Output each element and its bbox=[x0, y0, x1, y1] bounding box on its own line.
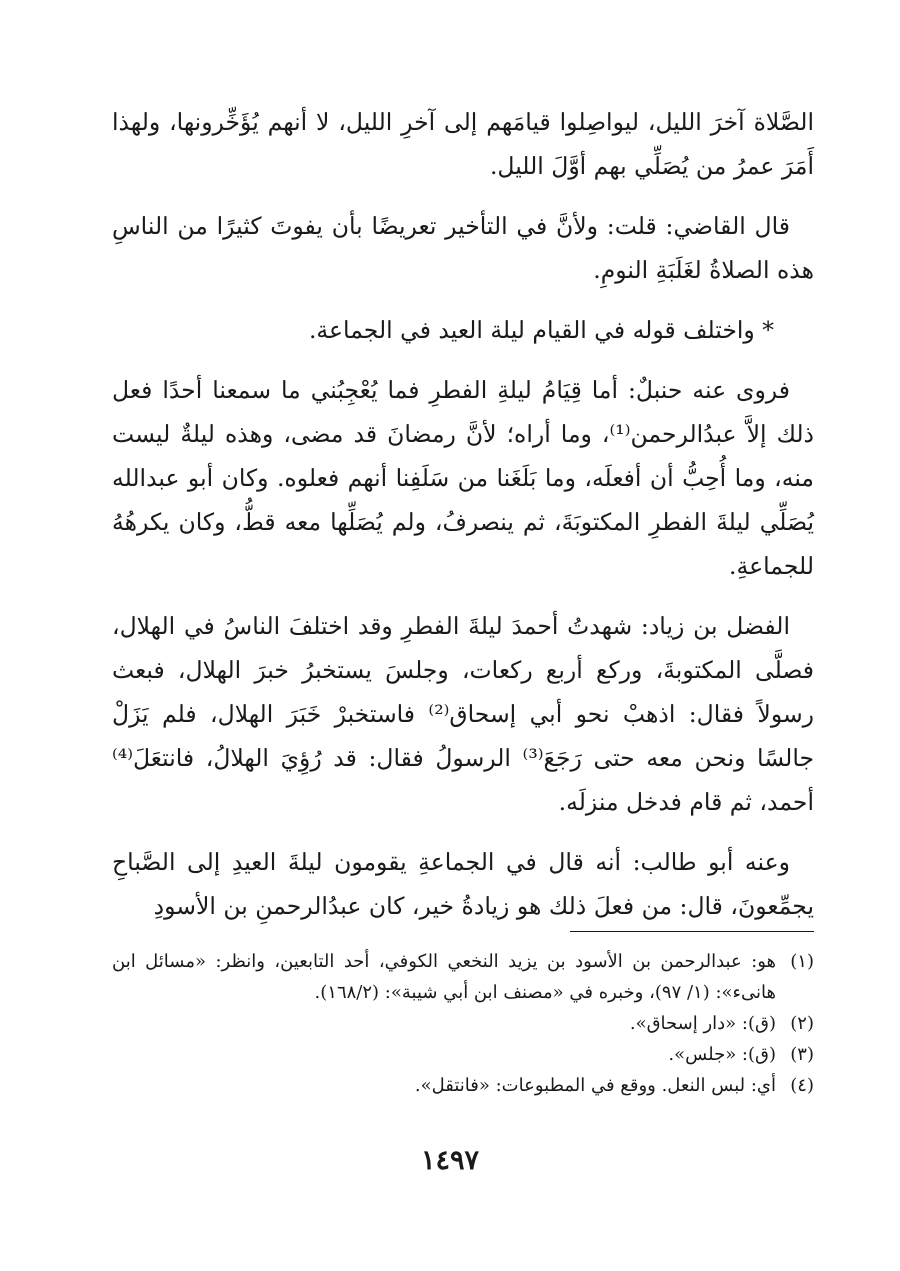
section-heading: * واختلف قوله في القيام ليلة العيد في الجماعة. bbox=[308, 316, 774, 344]
paragraph-4: الفضل بن زياد: شهدتُ أحمدَ ليلةَ الفطرِ وقد اختلفَ الناسُ في الهلال، فصلَّى المكتوبةَ، وركع أربع ركعات، وجلسَ يستخبرُ خبرَ الهلال، فبعث رسولاً فقال: اذهبْ نحو أبي إسحاق⁽²⁾ فاستخبرْ خَبَرَ الهلال، فلم يَزَلْ جالسًا ونحن معه حتى رَجَعَ⁽³⁾ الرسولُ فقال: قد رُؤِيَ الهلالُ، فانتعَلَ⁽⁴⁾ أحمد، ثم قام فدخل منزلَه. bbox=[112, 612, 815, 816]
paragraph-3: فروى عنه حنبلٌ: أما قِيَامُ ليلةِ الفطرِ فما يُعْجِبُني ما سمعنا أحدًا فعل ذلك إلاَّ عبدُالرحمن⁽¹⁾، وما أراه؛ لأنَّ رمضانَ قد مضى، وهذه ليلةٌ ليست منه، وما أُحِبُّ أن أفعلَه، وما بَلَغَنا من سَلَفِنا أنهم فعلوه. وكان أبو عبدالله يُصَلِّي ليلةَ الفطرِ المكتوبَةَ، ثم ينصرفُ، ولم يُصَلِّها معه قطُّ، وكان يكرهُهُ للجماعةِ. bbox=[112, 376, 814, 580]
page-number: ١٤٩٧ bbox=[420, 1145, 479, 1176]
footnote-item bbox=[112, 1008, 814, 1039]
footnote-number: (١) bbox=[790, 951, 814, 972]
footnote-text: أي: لبس النعل. ووقع في المطبوعات: «فانتقل». bbox=[414, 1075, 776, 1096]
footnote-item bbox=[112, 1039, 814, 1070]
paragraph-5: وعنه أبو طالب: أنه قال في الجماعةِ يقومون ليلةَ العيدِ إلى الصَّباحِ يجمِّعونَ، قال: من فعلَ ذلك هو زيادةُ خير، كان عبدُالرحمنِ بن الأسودِ bbox=[112, 848, 814, 920]
footnote-item bbox=[112, 1070, 814, 1101]
main-text bbox=[112, 100, 814, 944]
paragraph-2: قال القاضي: قلت: ولأنَّ في التأخير تعريضًا بأن يفوتَ كثيرًا من الناسِ هذه الصلاةُ لغَلَبَةِ النومِ. bbox=[112, 212, 814, 284]
footnote-text: هو: عبدالرحمن بن الأسود بن يزيد النخعي الكوفي، أحد التابعين، وانظر: «مسائل ابن هانىء»: (١/ ٩٧)، وخبره في «مصنف ابن أبي شيبة»: (١٦٨/٢). bbox=[112, 951, 776, 1003]
footnotes bbox=[112, 946, 814, 1101]
footnote-number: (٢) bbox=[790, 1013, 814, 1034]
footnote-text: (ق): «جلس». bbox=[668, 1044, 776, 1065]
footnote-number: (٤) bbox=[790, 1075, 814, 1096]
footnote-number: (٣) bbox=[790, 1044, 814, 1065]
footnote-divider bbox=[570, 931, 814, 932]
paragraph-1: الصَّلاة آخرَ الليل، ليواصِلوا قيامَهم إلى آخرِ الليل، لا أنهم يُؤَخِّرونها، ولهذا أَمَرَ عمرُ من يُصَلِّي بهم أوَّلَ الليل. bbox=[112, 108, 814, 180]
footnote-item bbox=[112, 946, 814, 1008]
footnote-text: (ق): «دار إسحاق». bbox=[629, 1013, 776, 1034]
